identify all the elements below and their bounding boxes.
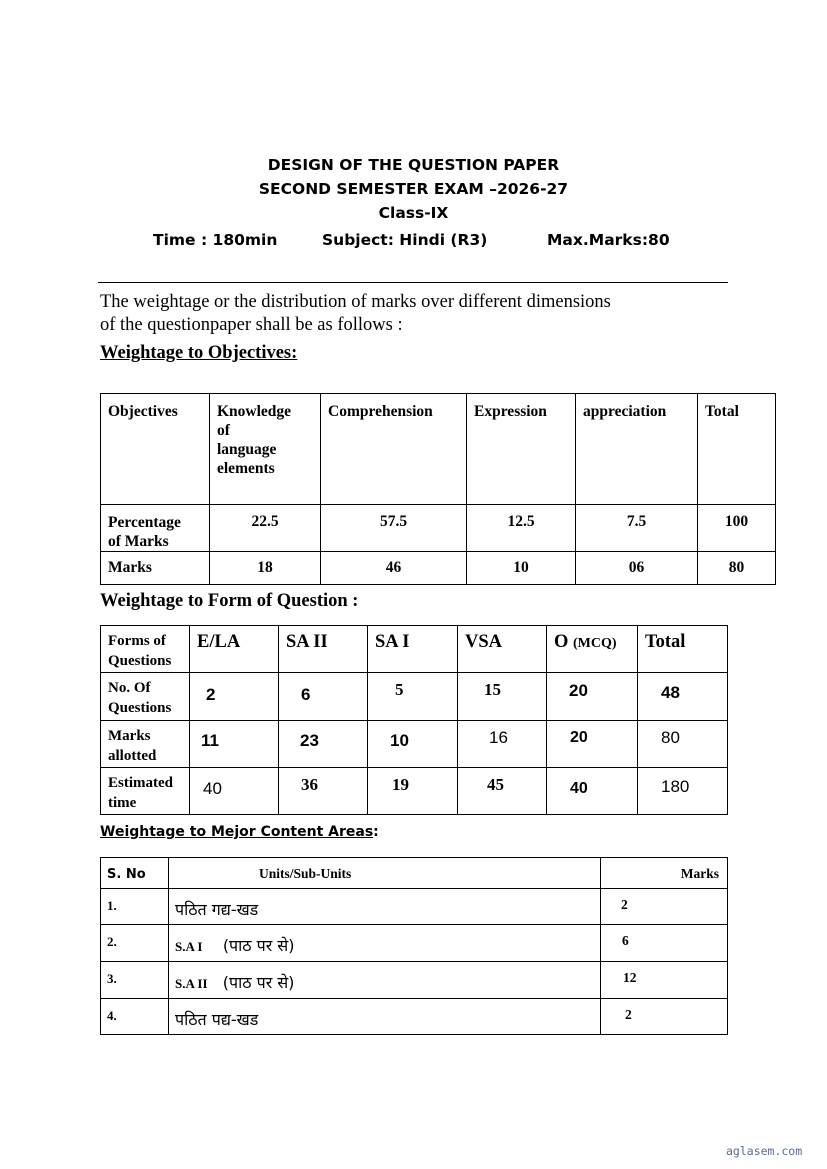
objectives-table — [100, 393, 776, 585]
row-label — [101, 673, 190, 721]
unit-name — [169, 925, 601, 962]
content-row — [101, 999, 728, 1035]
form-column-header: Total — [638, 626, 728, 673]
unit-marks: 2 — [601, 889, 728, 925]
mcq-header-suffix: (MCQ) — [573, 636, 617, 651]
table-cell: 16 — [458, 721, 547, 768]
row-label — [101, 721, 190, 768]
objectives-header-row — [101, 394, 776, 505]
content-header-cell: Marks — [601, 858, 728, 889]
unit-prefix: S.A I — [175, 939, 203, 954]
table-cell: 23 — [279, 721, 368, 768]
table-cell: 100 — [698, 505, 776, 552]
table-cell: 180 — [638, 768, 728, 815]
form-row-time — [101, 768, 728, 815]
form-column-header: VSA — [458, 626, 547, 673]
objectives-row-percentage — [101, 505, 776, 552]
form-table — [100, 625, 728, 815]
unit-marks: 12 — [601, 962, 728, 999]
content-row — [101, 962, 728, 999]
content-header-cell: Units/Sub-Units — [169, 858, 601, 889]
content-heading-text: Weightage to Mejor Content Areas — [100, 824, 374, 840]
exam-time: Time : 180min — [153, 231, 278, 249]
intro-line-2: of the questionpaper shall be as follows : — [100, 315, 403, 335]
form-corner-cell — [101, 626, 190, 673]
table-cell: 45 — [458, 768, 547, 815]
class-label: Class-IX — [378, 204, 449, 222]
exam-subject: Subject: Hindi (R3) — [322, 231, 488, 249]
form-column-header: SA II — [279, 626, 368, 673]
table-cell: 48 — [638, 673, 728, 721]
row-label-line: time — [108, 795, 137, 811]
row-label — [101, 552, 210, 585]
form-column-header: SA I — [368, 626, 458, 673]
objectives-header-cell: appreciation — [576, 394, 698, 505]
unit-prefix: S.A II — [175, 976, 208, 991]
unit-text: पठित गद्य-खड — [175, 900, 259, 919]
form-heading: Weightage to Form of Question : — [100, 591, 359, 611]
objectives-header-cell: Expression — [467, 394, 576, 505]
row-label-line: Questions — [108, 653, 172, 669]
unit-text: पठित पद्य-खड — [175, 1010, 259, 1029]
table-cell: 10 — [467, 552, 576, 585]
table-cell: 20 — [547, 673, 638, 721]
knowledge-header-line: of — [217, 422, 230, 439]
table-cell: 18 — [210, 552, 321, 585]
row-label-line: Percentage — [108, 514, 181, 531]
unit-name — [169, 962, 601, 999]
table-cell: 6 — [279, 673, 368, 721]
table-cell: 5 — [368, 673, 458, 721]
content-row — [101, 925, 728, 962]
serial-number: 4. — [101, 999, 169, 1035]
row-label-line: Marks — [108, 728, 151, 744]
table-cell: 10 — [368, 721, 458, 768]
knowledge-header-line: Knowledge — [217, 403, 292, 420]
table-cell: 40 — [547, 768, 638, 815]
unit-marks: 6 — [601, 925, 728, 962]
paper-title: DESIGN OF THE QUESTION PAPER — [267, 156, 560, 174]
table-cell: 11 — [190, 721, 279, 768]
table-cell: 7.5 — [576, 505, 698, 552]
unit-text: (पाठ पर से) — [222, 973, 295, 992]
table-cell: 22.5 — [210, 505, 321, 552]
table-cell: 19 — [368, 768, 458, 815]
table-cell: 2 — [190, 673, 279, 721]
form-row-questions — [101, 673, 728, 721]
header-divider — [98, 282, 728, 283]
unit-text: (पाठ पर से) — [222, 936, 295, 955]
form-column-header — [547, 626, 638, 673]
serial-number: 2. — [101, 925, 169, 962]
table-cell: 80 — [698, 552, 776, 585]
objectives-row-marks — [101, 552, 776, 585]
form-header-row — [101, 626, 728, 673]
knowledge-header-line: language — [217, 441, 277, 458]
unit-name — [169, 889, 601, 925]
exam-max-marks: Max.Marks:80 — [547, 231, 670, 249]
exam-title: SECOND SEMESTER EXAM –2026-27 — [258, 180, 569, 198]
content-heading-colon: : — [373, 824, 379, 840]
table-cell: 15 — [458, 673, 547, 721]
row-label-line: allotted — [108, 748, 157, 764]
content-table — [100, 857, 728, 1035]
row-label — [101, 768, 190, 815]
serial-number: 3. — [101, 962, 169, 999]
table-cell: 80 — [638, 721, 728, 768]
row-label — [101, 505, 210, 552]
objectives-heading: Weightage to Objectives: — [100, 343, 298, 363]
table-cell: 57.5 — [321, 505, 467, 552]
row-label-line: of Marks — [108, 533, 169, 550]
content-header-row — [101, 858, 728, 889]
intro-line-1: The weightage or the distribution of marks over different dimensions — [100, 292, 611, 312]
objectives-header-cell — [210, 394, 321, 505]
mcq-header-label: O — [554, 632, 569, 652]
table-cell: 12.5 — [467, 505, 576, 552]
row-label-line: No. Of — [108, 680, 151, 696]
row-label-line: Marks — [108, 559, 152, 576]
row-label-line: Forms of — [108, 633, 166, 649]
table-cell: 40 — [190, 768, 279, 815]
watermark: aglasem.com — [726, 1144, 803, 1158]
objectives-header-cell: Total — [698, 394, 776, 505]
table-cell: 46 — [321, 552, 467, 585]
serial-number: 1. — [101, 889, 169, 925]
unit-name — [169, 999, 601, 1035]
content-row — [101, 889, 728, 925]
row-label-line: Questions — [108, 700, 172, 716]
content-heading — [100, 824, 379, 840]
row-label-line: Estimated — [108, 775, 173, 791]
table-cell: 36 — [279, 768, 368, 815]
objectives-header-cell: Comprehension — [321, 394, 467, 505]
objectives-header-cell: Objectives — [101, 394, 210, 505]
table-cell: 20 — [547, 721, 638, 768]
unit-marks: 2 — [601, 999, 728, 1035]
form-column-header: E/LA — [190, 626, 279, 673]
content-header-cell: S. No — [101, 858, 169, 889]
table-cell: 06 — [576, 552, 698, 585]
form-row-marks — [101, 721, 728, 768]
knowledge-header-line: elements — [217, 460, 275, 477]
